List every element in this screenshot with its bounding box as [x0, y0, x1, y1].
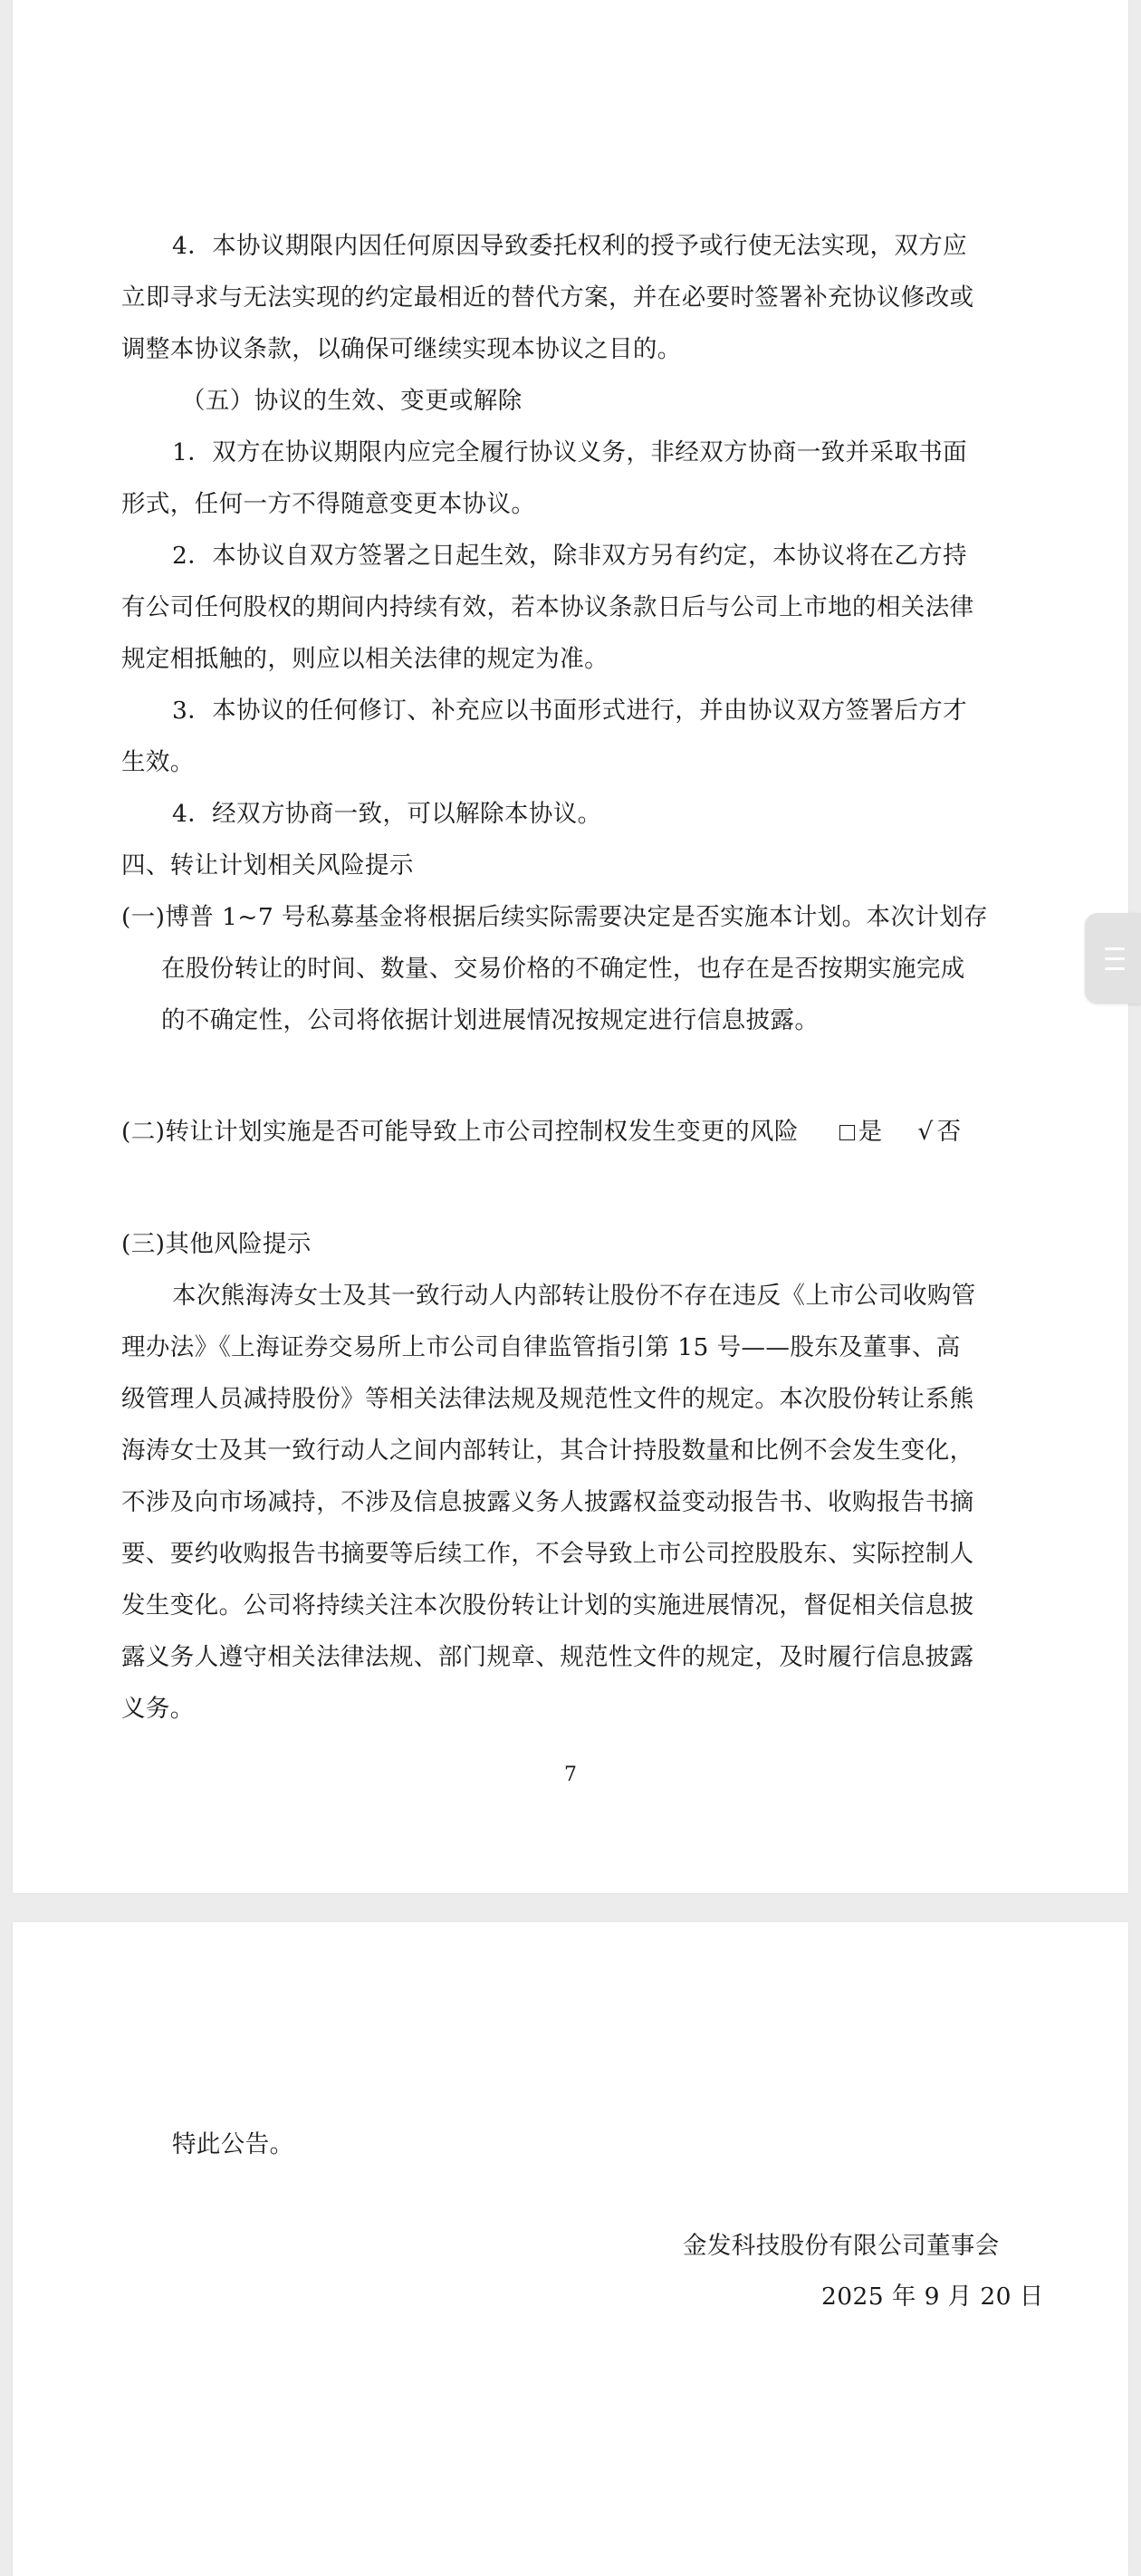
handle-bar: [1105, 967, 1125, 970]
handle-bar: [1105, 947, 1125, 950]
page-number: 7: [564, 1764, 577, 1786]
document-page-7: [13, 0, 1128, 1893]
handle-bar: [1105, 957, 1125, 960]
section-heading: 四、转让计划相关风险提示: [121, 851, 414, 879]
text-line: 发生变化。公司将持续关注本次股份转让计划的实施进展情况，督促相关信息披: [121, 1591, 974, 1620]
side-drawer-handle[interactable]: [1085, 913, 1141, 1004]
text-line: 生效。: [121, 748, 195, 776]
text-line: 立即寻求与无法实现的约定最相近的替代方案，并在必要时签署补充协议修改或: [121, 284, 974, 312]
text-line: 不涉及向市场减持，不涉及信息披露义务人披露权益变动报告书、收购报告书摘: [121, 1488, 974, 1516]
text-line: 4．经双方协商一致，可以解除本协议。: [172, 800, 602, 828]
announcement-date: 2025 年 9 月 20 日: [821, 2283, 1044, 2311]
text-line: 1．双方在协议期限内应完全履行协议义务，非经双方协商一致并采取书面: [172, 438, 968, 466]
text-line: 3．本协议的任何修订、补充应以书面形式进行，并由协议双方签署后方才: [172, 697, 968, 725]
text-line: 的不确定性，公司将依据计划进展情况按规定进行信息披露。: [161, 1006, 820, 1034]
text-line: 要、要约收购报告书摘要等后续工作，不会导致上市公司控股股东、实际控制人: [121, 1540, 974, 1568]
text-line: 2．本协议自双方签署之日起生效，除非双方另有约定，本协议将在乙方持: [172, 542, 968, 570]
text-line: 形式，任何一方不得随意变更本协议。: [121, 490, 536, 518]
text-line: 露义务人遵守相关法律法规、部门规章、规范性文件的规定，及时履行信息披露: [121, 1643, 974, 1671]
yes-no-options: [839, 1116, 962, 1149]
text-line: (一)博普 1~7 号私募基金将根据后续实际需要决定是否实施本计划。本次计划存: [121, 903, 989, 931]
yes-label: 是: [858, 1118, 883, 1146]
text-line: 级管理人员减持股份》等相关法律法规及规范性文件的规定。本次股份转让系熊: [121, 1385, 974, 1413]
text-line: 海涛女士及其一致行动人之间内部转让，其合计持股数量和比例不会发生变化，: [121, 1437, 974, 1465]
text-line: 规定相抵触的，则应以相关法律的规定为准。: [121, 645, 609, 673]
closing-text: 特此公告。: [172, 2130, 294, 2158]
risk-question: (二)转让计划实施是否可能导致上市公司控制权发生变更的风险: [121, 1118, 799, 1146]
signatory: 金发科技股份有限公司董事会: [683, 2232, 1000, 2260]
document-page-8: [13, 1922, 1128, 2576]
text-line: 4．本协议期限内因任何原因导致委托权利的授予或行使无法实现，双方应: [172, 232, 968, 260]
text-line: 义务。: [121, 1695, 195, 1723]
check-mark-icon: √: [917, 1118, 934, 1146]
no-label: 否: [936, 1118, 962, 1146]
text-line: 在股份转让的时间、数量、交易价格的不确定性，也存在是否按期实施完成: [161, 955, 965, 983]
yes-checkbox: [839, 1125, 855, 1140]
text-line: 本次熊海涛女士及其一致行动人内部转让股份不存在违反《上市公司收购管: [172, 1282, 976, 1310]
section-heading: （五）协议的生效、变更或解除: [181, 387, 523, 415]
text-line: 有公司任何股权的期间内持续有效，若本协议条款日后与公司上市地的相关法律: [121, 593, 974, 621]
text-line: 调整本协议条款，以确保可继续实现本协议之目的。: [121, 335, 682, 363]
text-line: 理办法》《上海证券交易所上市公司自律监管指引第 15 号——股东及董事、高: [121, 1333, 961, 1361]
section-heading: (三)其他风险提示: [121, 1230, 312, 1258]
risk-control-change-line: [121, 1116, 962, 1149]
